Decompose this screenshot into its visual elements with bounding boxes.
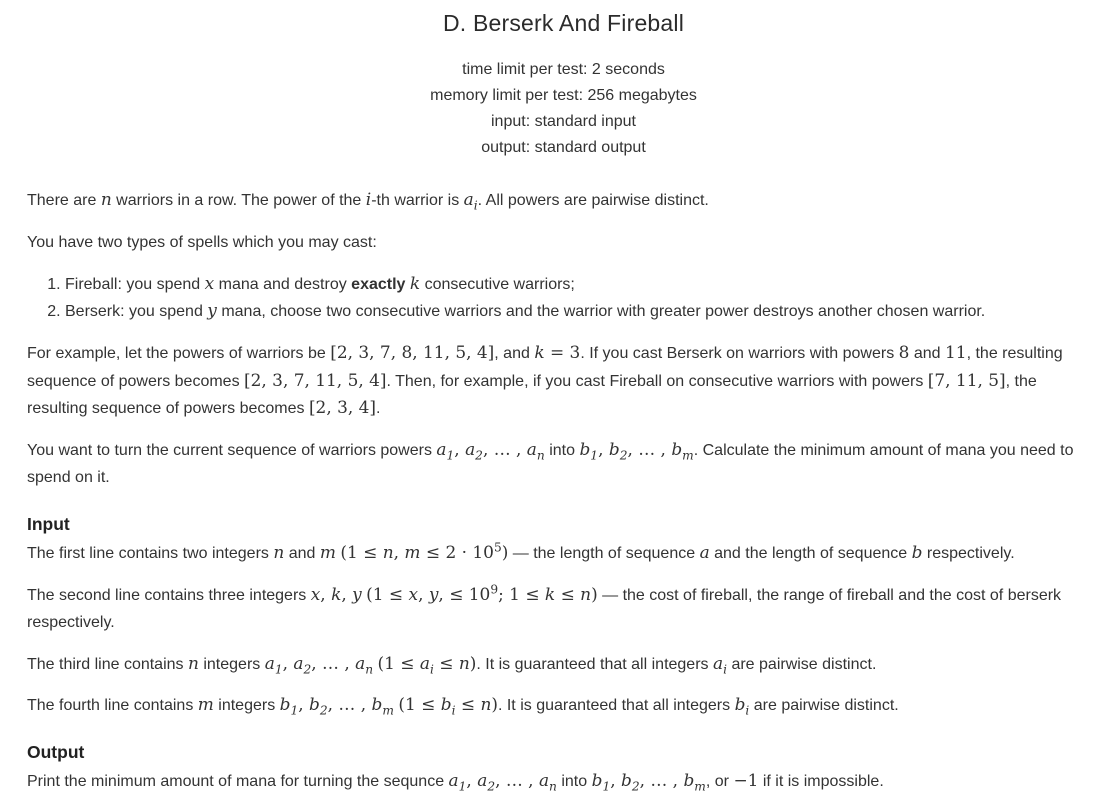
output-section-heading: Output xyxy=(27,741,85,762)
memory-limit: memory limit per test: 256 megabytes xyxy=(430,87,697,104)
math-variable-subscripted: $a_i$ xyxy=(712,652,727,677)
math-literal: ; 1 ≤ xyxy=(498,583,545,604)
math-literal: ) xyxy=(501,542,509,563)
math-variable-subscripted: $b_1$ xyxy=(579,438,599,462)
math-variable: n xyxy=(100,189,112,209)
math-variable: n xyxy=(480,694,492,715)
math-variable: n xyxy=(382,542,394,563)
output-file-spec: output: standard output xyxy=(481,139,646,156)
math-literal: , xyxy=(341,583,353,604)
math-variable: m xyxy=(197,694,214,715)
math-variable-subscripted: $b_2$ xyxy=(309,694,328,718)
math-variable: n xyxy=(273,542,285,563)
time-limit: time limit per test: 2 seconds xyxy=(462,61,665,78)
math-literal: (1 ≤ xyxy=(377,652,420,673)
math-variable: y xyxy=(352,583,362,604)
math-variable-subscripted: $a_i$ xyxy=(419,652,434,677)
math-literal: [2, 3, 4] xyxy=(308,397,377,418)
math-power: $10^9$ xyxy=(468,581,499,604)
problem-limits xyxy=(27,57,1100,161)
math-variable: k xyxy=(331,583,342,604)
math-literal: (1 ≤ xyxy=(340,542,383,563)
spell-list xyxy=(27,271,1100,325)
math-variable-subscripted: $a_i$ xyxy=(463,189,478,213)
math-variable: k xyxy=(544,583,556,604)
math-variable: n xyxy=(580,583,592,604)
math-literal: ≤ xyxy=(455,694,481,715)
math-literal: , … , xyxy=(495,770,539,791)
math-literal: , xyxy=(454,438,466,459)
math-literal: , ≤ xyxy=(438,583,469,604)
math-variable-subscripted: $b_2$ xyxy=(608,438,628,462)
math-variable: k xyxy=(409,273,421,294)
math-variable-subscripted: $b_i$ xyxy=(440,694,456,718)
math-literal: −1 xyxy=(733,770,759,791)
problem-title: D. Berserk And Fireball xyxy=(442,10,685,36)
input-section-heading: Input xyxy=(27,513,70,534)
math-literal: , xyxy=(610,770,621,791)
math-variable: i xyxy=(365,189,372,209)
math-variable-subscripted: $b_i$ xyxy=(734,694,750,718)
math-variable: b xyxy=(911,542,923,563)
math-variable-subscripted: $a_n$ xyxy=(355,652,374,677)
spell-item-berserk: 2. Berserk: you spend y mana, choose two consecutive warriors and the warrior with greater power destroys another chosen warrior. xyxy=(65,298,1100,325)
math-variable: n xyxy=(458,652,470,673)
math-literal: , … , xyxy=(627,438,672,459)
math-variable-subscripted: $b_m$ xyxy=(671,438,694,462)
math-literal: , … , xyxy=(327,694,372,715)
paragraph-warriors-intro: There are n warriors in a row. The power of the i-th warrior is $a_i$. All powers are pairwise distinct. xyxy=(27,189,709,213)
math-variable-subscripted: $a_1$ xyxy=(436,438,455,462)
math-literal: ≤ 2 · xyxy=(420,542,473,563)
math-variable: a xyxy=(699,542,710,563)
math-literal: ) xyxy=(591,583,598,604)
math-power: $10^5$ xyxy=(472,540,502,563)
bold-text: exactly xyxy=(351,276,406,294)
math-variable-subscripted: $a_2$ xyxy=(293,652,312,677)
math-literal: , … , xyxy=(639,770,684,791)
math-literal: ≤ xyxy=(555,583,581,604)
math-literal: = 3 xyxy=(544,342,581,363)
math-variable-subscripted: $a_n$ xyxy=(538,770,557,794)
math-variable-subscripted: $b_1$ xyxy=(279,694,299,718)
math-variable-subscripted: $a_1$ xyxy=(448,770,467,794)
math-literal: (1 ≤ xyxy=(366,583,409,604)
math-literal: [2, 3, 7, 8, 11, 5, 4] xyxy=(330,342,495,363)
math-variable: y xyxy=(428,583,439,604)
math-variable-subscripted: $b_1$ xyxy=(591,770,611,794)
problem-header xyxy=(27,10,1100,161)
math-variable: y xyxy=(207,300,217,321)
paragraph-spells-intro: You have two types of spells which you may cast: xyxy=(27,233,377,251)
math-variable-subscripted: $a_2$ xyxy=(477,770,496,794)
math-variable: x xyxy=(310,583,321,604)
paragraph-input-line3: The third line contains n integers $a_1$, $a_2$, … , $a_n$ $(1 \le a_i \le n)$. It is guaranteed that all integers $a_i$ are pairwise distinct. xyxy=(27,652,877,677)
math-literal: , xyxy=(598,438,609,459)
math-literal: [7, 11, 5] xyxy=(927,369,1006,390)
math-variable: m xyxy=(319,542,336,563)
input-file-spec: input: standard input xyxy=(491,113,636,130)
math-literal: , … , xyxy=(311,652,356,673)
paragraph-input-line1: The first line contains two integers n and m (1 ≤ n, $m \le 2 \cdot 10^5$) — the length of sequence a and the length of sequence b respectively. xyxy=(27,540,1015,563)
spell-item-fireball: 1. Fireball: you spend x mana and destroy exactly k consecutive warriors; xyxy=(65,271,1100,298)
math-literal: ) xyxy=(469,652,477,673)
math-literal: ≤ xyxy=(433,652,459,673)
math-literal: 8 xyxy=(898,342,910,363)
math-variable-subscripted: $a_1$ xyxy=(264,652,283,677)
paragraph-input-line2: The second line contains three integers x, k, y (1 ≤ x, y, ≤ $10^9$; 1 ≤ k ≤ n) — the cost of fireball, the range of fireball and the cost of berserk respectively. xyxy=(27,581,1062,632)
math-variable: n xyxy=(187,652,199,673)
paragraph-output: Print the minimum amount of mana for turning the sequnce $a_1$, $a_2$, … , $a_n$ into $b_1$, $b_2$, … , $b_m$, or −1 if it is impossible. xyxy=(27,770,884,794)
math-literal: , xyxy=(320,583,332,604)
paragraph-example: For example, let the powers of warriors be [2, 3, 7, 8, 11, 5, 4], and k = 3. If you cast Berserk on warriors with powers 8 and 11, the resulting sequence of powers becomes [2, 3, 7, 11, 5, 4]. Then, for example, if you cast Fireball on consecutive warriors with powers [7, 11, 5], the resulting sequence of powers becomes [2, 3, 4]. xyxy=(27,342,1063,418)
math-literal: , … , xyxy=(482,438,527,459)
math-literal: , xyxy=(466,770,478,791)
math-literal: , xyxy=(298,694,310,715)
math-literal: (1 ≤ xyxy=(398,694,441,715)
math-variable: k xyxy=(534,342,545,363)
paragraph-input-line4: The fourth line contains m integers $b_1$, $b_2$, … , $b_m$ $(1 \le b_i \le n)$. It is guaranteed that all integers $b_i$ are pairwise distinct. xyxy=(27,694,899,718)
paragraph-goal: You want to turn the current sequence of warriors powers $a_1$, $a_2$, … , $a_n$ into $b_1$, $b_2$, … , $b_m$. Calculate the minimum amount of mana you need to spend on it. xyxy=(27,438,1074,487)
math-variable: x xyxy=(204,273,215,294)
math-literal: [2, 3, 7, 11, 5, 4] xyxy=(244,369,387,390)
math-literal: , xyxy=(418,583,429,604)
math-literal: 11 xyxy=(945,342,967,363)
math-literal: , xyxy=(282,652,294,673)
math-variable: x xyxy=(408,583,419,604)
math-variable-subscripted: $b_m$ xyxy=(683,770,706,794)
math-variable-subscripted: $a_2$ xyxy=(465,438,483,462)
math-variable-subscripted: $b_m$ xyxy=(371,694,394,718)
math-literal: ) xyxy=(491,694,498,715)
math-variable-subscripted: $a_n$ xyxy=(526,438,545,462)
math-variable: m xyxy=(404,542,421,563)
math-literal: , xyxy=(393,542,405,563)
math-variable-subscripted: $b_2$ xyxy=(620,770,640,794)
